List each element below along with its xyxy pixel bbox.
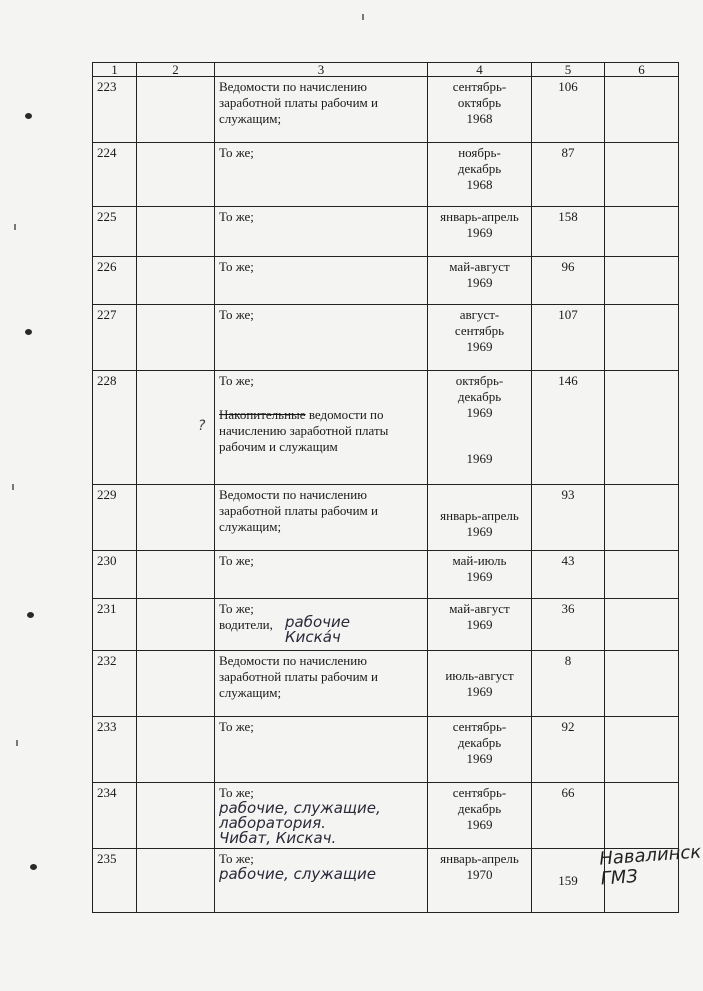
case-title: То же; [215, 717, 428, 783]
case-period: сентябрь- декабрь 1969 [452, 719, 507, 766]
table-row [93, 77, 679, 143]
empty-cell [137, 849, 215, 913]
case-period: май-июль 1969 [452, 553, 507, 584]
case-number: 231 [93, 599, 137, 651]
case-number: 230 [93, 551, 137, 599]
empty-cell [137, 551, 215, 599]
case-title: То же; [219, 373, 254, 388]
case-title: То же; [215, 143, 428, 207]
case-title: Ведомости по начислению заработной платы рабочим и служащим; [215, 651, 428, 717]
sheet-count: 96 [532, 257, 605, 305]
punch-hole [27, 612, 34, 618]
punch-hole [25, 329, 32, 335]
column-header: 1 [93, 63, 137, 77]
table-row [93, 849, 679, 913]
case-number: 232 [93, 651, 137, 717]
sheet-count: 8 [532, 651, 605, 717]
column-header: 2 [137, 63, 215, 77]
table-row [93, 143, 679, 207]
case-period: июль-август 1969 [445, 667, 514, 699]
table-row [93, 717, 679, 783]
case-number: 225 [93, 207, 137, 257]
column-header: 5 [532, 63, 605, 77]
case-period: ноябрь- декабрь 1968 [457, 145, 502, 192]
case-title-cell [215, 849, 428, 913]
table-row [93, 599, 679, 651]
sheet-count: 92 [532, 717, 605, 783]
case-title: То же; [215, 305, 428, 371]
punch-hole [25, 113, 32, 119]
empty-cell [605, 551, 679, 599]
case-title-cell [215, 599, 428, 651]
table-row [93, 257, 679, 305]
case-period: январь-апрель 1969 [440, 209, 519, 240]
case-number: 235 [93, 849, 137, 913]
case-period: май-август 1969 [449, 259, 510, 290]
sheet-count: 66 [532, 783, 605, 849]
table-row [93, 783, 679, 849]
empty-cell [605, 485, 679, 551]
handwritten-note: рабочие, служащие, лаборатория. Чибат, Кискач. [219, 799, 381, 847]
table-row [93, 485, 679, 551]
empty-cell [605, 717, 679, 783]
sheet-count: 158 [532, 207, 605, 257]
case-period: май-август 1969 [449, 601, 510, 632]
empty-cell [605, 599, 679, 651]
column-header: 4 [428, 63, 532, 77]
empty-cell [137, 485, 215, 551]
case-period: август- сентябрь 1969 [454, 307, 505, 354]
case-period: январь-апрель 1969 [440, 508, 519, 539]
case-period: октябрь- декабрь 1969 [455, 373, 504, 420]
column-header: 3 [215, 63, 428, 77]
case-title-cell [215, 783, 428, 849]
sheet-count: 146 [532, 371, 605, 485]
case-title-cell [215, 371, 428, 485]
case-title: Ведомости по начислению заработной платы рабочим и служащим; [215, 77, 428, 143]
margin-tick [16, 740, 18, 746]
case-period-cell [428, 371, 532, 485]
handwritten-note: рабочие Киска́ч [285, 613, 350, 646]
margin-tick [14, 224, 16, 230]
empty-cell [137, 257, 215, 305]
empty-cell [137, 599, 215, 651]
case-period-extra: 1969 [466, 451, 493, 466]
empty-cell [137, 717, 215, 783]
case-period: январь-апрель 1970 [440, 851, 519, 882]
empty-cell [605, 305, 679, 371]
empty-cell [137, 77, 215, 143]
punch-hole [30, 864, 37, 870]
empty-cell [605, 77, 679, 143]
margin-tick [12, 484, 14, 490]
case-period: сентябрь- октябрь 1968 [452, 79, 507, 126]
margin-tick [362, 14, 364, 20]
inventory-table [92, 62, 679, 913]
empty-cell [605, 371, 679, 485]
case-title: То же; [215, 551, 428, 599]
margin-question-mark: ? [198, 418, 206, 434]
case-title-continuation: ведомости по начислению заработной платы рабочим и служащим [219, 407, 389, 454]
handwritten-note: рабочие, служащие [219, 865, 377, 883]
table-row [93, 305, 679, 371]
case-number: 228 [93, 371, 137, 485]
table-row [93, 371, 679, 485]
case-number: 223 [93, 77, 137, 143]
empty-cell [605, 143, 679, 207]
sheet-count: 36 [532, 599, 605, 651]
empty-cell [137, 207, 215, 257]
empty-cell [137, 651, 215, 717]
empty-cell [137, 305, 215, 371]
case-title: Ведомости по начислению заработной платы рабочим и служащим; [215, 485, 428, 551]
sheet-count: 43 [532, 551, 605, 599]
sheet-count: 106 [532, 77, 605, 143]
empty-cell [605, 207, 679, 257]
empty-cell [137, 783, 215, 849]
case-title: То же; [219, 851, 254, 866]
case-title: То же; [215, 257, 428, 305]
case-title: То же; [219, 785, 254, 800]
empty-cell [605, 257, 679, 305]
case-period: сентябрь- декабрь 1969 [452, 785, 507, 832]
case-number: 229 [93, 485, 137, 551]
case-number: 233 [93, 717, 137, 783]
sheet-count: 93 [532, 485, 605, 551]
case-title-line2: водители, [219, 617, 273, 632]
sheet-count: 87 [532, 143, 605, 207]
sheet-count: 159 [532, 849, 605, 913]
case-number: 227 [93, 305, 137, 371]
table-header-row [93, 63, 679, 77]
table-row [93, 207, 679, 257]
case-title: То же; [215, 207, 428, 257]
case-number: 234 [93, 783, 137, 849]
empty-cell [605, 651, 679, 717]
empty-cell [137, 143, 215, 207]
sheet-count: 107 [532, 305, 605, 371]
case-title: То же; [219, 601, 254, 616]
table-row [93, 651, 679, 717]
table-row [93, 551, 679, 599]
empty-cell [605, 783, 679, 849]
margin-handwritten-note: Навалинск ГМЗ [598, 841, 702, 890]
struck-word: Накопительные [219, 407, 306, 422]
case-number: 224 [93, 143, 137, 207]
case-number: 226 [93, 257, 137, 305]
column-header: 6 [605, 63, 679, 77]
